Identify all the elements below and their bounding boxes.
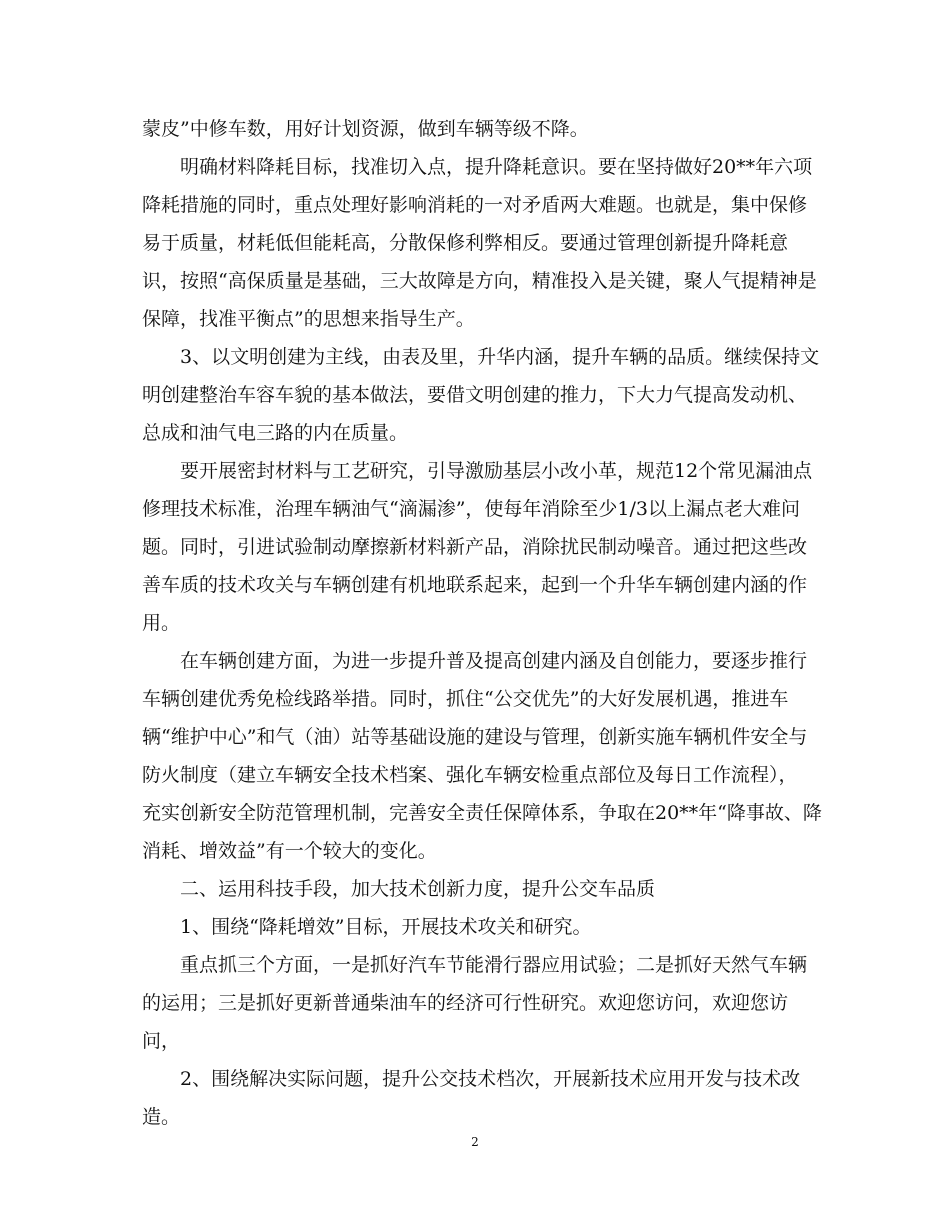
subsection-heading: 2、围绕解决实际问题，提升公交技术档次，开展新技术应用开发与技术改 — [180, 1068, 801, 1090]
section-heading: 二、运用科技手段，加大技术创新力度，提升公交车品质 — [180, 878, 656, 900]
text-line: 易于质量，材耗低但能耗高，分散保修利弊相反。要通过管理创新提升降耗意 — [142, 232, 789, 254]
text-line: 总成和油气电三路的内在质量。 — [142, 422, 409, 444]
text-line: 蒙皮”中修车数，用好计划资源，做到车辆等级不降。 — [142, 118, 589, 140]
page-number: 2 — [471, 1135, 479, 1149]
text-line: 修理技术标准，治理车辆油气“滴漏渗”，使每年消除至少1/3以上漏点老大难问 — [142, 498, 801, 520]
paragraph-first-line: 要开展密封材料与工艺研究，引导激励基层小改小革，规范12个常见漏油点 — [180, 460, 813, 482]
text-line: 保障，找准平衡点”的思想来指导生产。 — [142, 308, 475, 330]
text-line: 降耗措施的同时，重点处理好影响消耗的一对矛盾两大难题。也就是，集中保修 — [142, 194, 808, 216]
text-line: 善车质的技术攻关与车辆创建有机地联系起来，起到一个升华车辆创建内涵的作 — [142, 574, 808, 596]
text-line: 充实创新安全防范管理机制，完善安全责任保障体系，争取在20**年“降事故、降 — [142, 802, 822, 824]
paragraph-first-line: 在车辆创建方面，为进一步提升普及提高创建内涵及自创能力，要逐步推行 — [180, 650, 808, 672]
text-line: 造。 — [142, 1106, 181, 1128]
paragraph-first-line: 3、以文明创建为主线，由表及里，升华内涵，提升车辆的品质。继续保持文 — [180, 346, 820, 368]
text-line: 的运用；三是抓好更新普通柴油车的经济可行性研究。欢迎您访问，欢迎您访 — [142, 992, 789, 1014]
text-line: 题。同时，引进试验制动摩擦新材料新产品，消除扰民制动噪音。通过把这些改 — [142, 536, 808, 558]
text-line: 用。 — [142, 612, 181, 634]
text-line: 辆“维护中心”和气（油）站等基础设施的建设与管理，创新实施车辆机件安全与 — [142, 726, 808, 748]
text-line: 明创建整治车容车貌的基本做法，要借文明创建的推力，下大力气提高发动机、 — [142, 384, 808, 406]
text-line: 问， — [142, 1030, 181, 1052]
paragraph-first-line: 重点抓三个方面，一是抓好汽车节能滑行器应用试验；二是抓好天然气车辆 — [180, 954, 808, 976]
text-line: 车辆创建优秀免检线路举措。同时，抓住“公交优先”的大好发展机遇，推进车 — [142, 688, 789, 710]
text-line: 消耗、增效益”有一个较大的变化。 — [142, 840, 437, 862]
paragraph-first-line: 明确材料降耗目标，找准切入点，提升降耗意识。要在坚持做好20**年六项 — [180, 156, 813, 178]
text-line: 识，按照“高保质量是基础，三大故障是方向，精准投入是关键，聚人气提精神是 — [142, 270, 817, 292]
text-line: 防火制度（建立车辆安全技术档案、强化车辆安检重点部位及每日工作流程）， — [142, 764, 798, 786]
subsection-heading: 1、围绕“降耗增效”目标，开展技术攻关和研究。 — [180, 916, 592, 938]
